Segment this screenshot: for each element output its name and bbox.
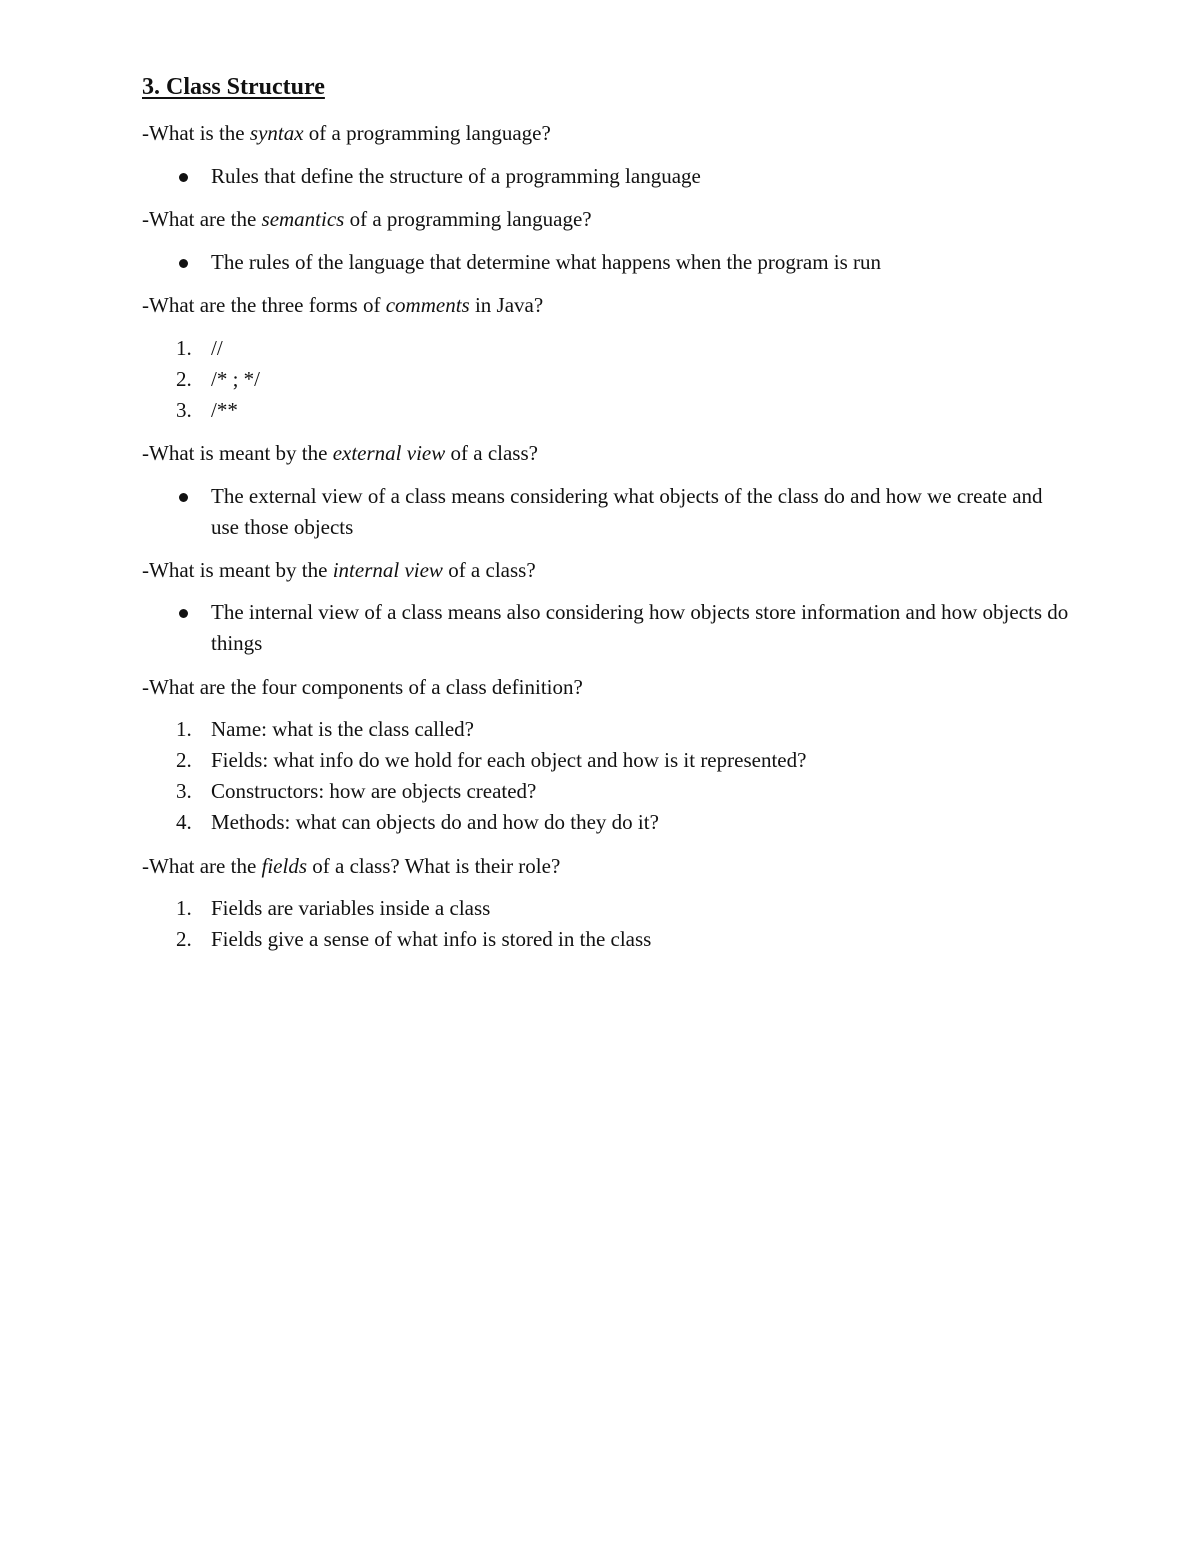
answer-list [142, 247, 1072, 278]
answer-bullet [142, 247, 1072, 278]
numbered-item [142, 893, 1072, 924]
item-text: Methods: what can objects do and how do they do it? [211, 810, 659, 834]
item-text: /* ; */ [211, 367, 261, 391]
question-comments [142, 290, 543, 321]
answer-list [142, 597, 1072, 659]
item-number: 3. [176, 779, 192, 803]
question-text: in Java? [469, 293, 544, 317]
question-text: -What is the [142, 121, 250, 145]
item-text: Fields: what info do we hold for each object and how is it represented? [211, 748, 807, 772]
item-number: 1. [176, 896, 192, 920]
answer-list [142, 161, 1072, 192]
question-internal-view [142, 555, 536, 586]
item-number: 1. [176, 336, 192, 360]
answer-bullet [142, 161, 1072, 192]
item-text: Name: what is the class called? [211, 717, 474, 741]
item-text: /** [211, 398, 238, 422]
answer-text: The rules of the language that determine what happens when the program is run [211, 250, 882, 274]
page-title: 3. Class Structure [142, 74, 325, 100]
bullet-icon [179, 609, 188, 618]
bullet-icon [179, 493, 188, 502]
numbered-item [142, 924, 1072, 955]
numbered-item [142, 364, 1072, 395]
item-number: 2. [176, 748, 192, 772]
numbered-item [142, 333, 1072, 364]
answer-numbered-list [142, 893, 1072, 955]
answer-numbered-list [142, 714, 1072, 838]
question-semantics [142, 204, 592, 235]
question-term: syntax [249, 121, 304, 145]
question-components [142, 672, 583, 703]
question-text: -What are the three forms of [142, 293, 386, 317]
question-text: -What is meant by the [142, 558, 333, 582]
item-number: 2. [176, 367, 192, 391]
question-text: -What are the four components of a class definition? [142, 675, 583, 699]
question-external-view [142, 438, 538, 469]
item-number: 4. [176, 810, 192, 834]
question-text: of a class? [445, 441, 538, 465]
answer-bullet [142, 597, 1072, 659]
question-syntax [142, 118, 551, 149]
bullet-icon [179, 173, 188, 182]
answer-list [142, 481, 1072, 543]
item-text: Constructors: how are objects created? [211, 779, 537, 803]
numbered-item [142, 395, 1072, 426]
question-text: -What is meant by the [142, 441, 333, 465]
question-text: of a programming language? [344, 207, 592, 231]
answer-bullet [142, 481, 1072, 543]
answer-text: Rules that define the structure of a programming language [211, 164, 701, 188]
question-text: of a class? What is their role? [307, 854, 561, 878]
item-text: Fields are variables inside a class [211, 896, 491, 920]
question-text: of a programming language? [303, 121, 551, 145]
question-text: -What are the [142, 207, 262, 231]
question-term: fields [261, 854, 308, 878]
question-text: -What are the [142, 854, 262, 878]
item-number: 1. [176, 717, 192, 741]
question-term: comments [385, 293, 470, 317]
question-text: of a class? [442, 558, 536, 582]
item-text: // [211, 336, 223, 360]
question-term: internal view [332, 558, 443, 582]
item-number: 2. [176, 927, 192, 951]
numbered-item [142, 776, 1072, 807]
item-number: 3. [176, 398, 192, 422]
numbered-item [142, 807, 1072, 838]
answer-text: The external view of a class means considering what objects of the class do and how we create and use those objects [211, 484, 1043, 539]
question-term: external view [332, 441, 446, 465]
bullet-icon [179, 259, 188, 268]
question-term: semantics [261, 207, 345, 231]
question-fields [142, 851, 560, 882]
answer-numbered-list [142, 333, 1072, 426]
numbered-item [142, 745, 1072, 776]
answer-text: The internal view of a class means also considering how objects store information and how objects do things [211, 600, 1069, 655]
item-text: Fields give a sense of what info is stored in the class [211, 927, 652, 951]
numbered-item [142, 714, 1072, 745]
